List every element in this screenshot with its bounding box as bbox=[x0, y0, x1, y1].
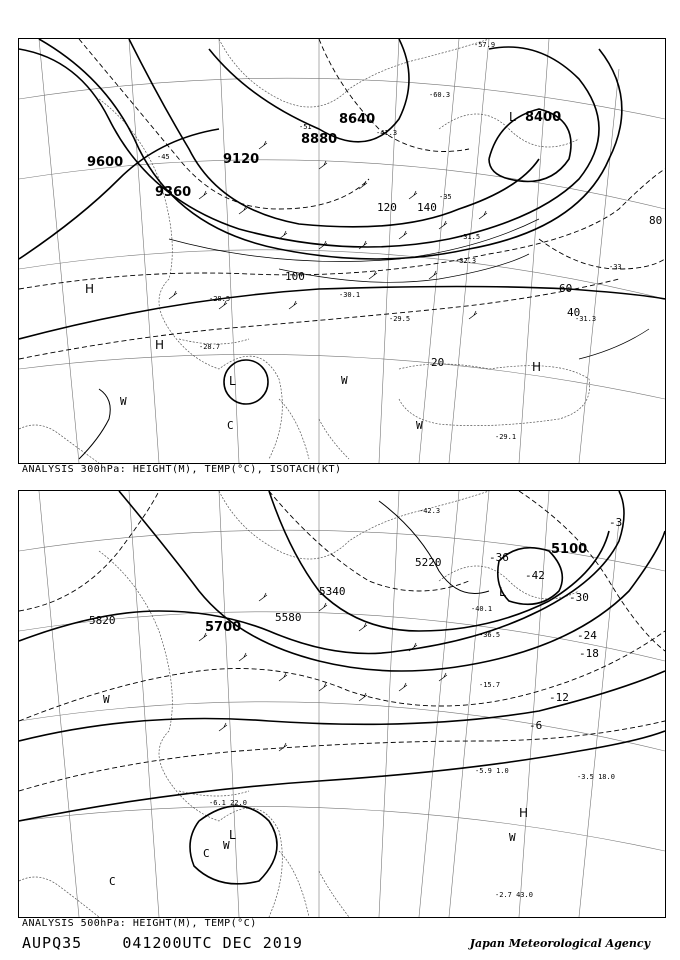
temperature-value: -45 bbox=[157, 153, 170, 161]
high-pressure-center: H bbox=[532, 360, 542, 374]
temperature-value: -28.7 bbox=[199, 343, 221, 351]
low-pressure-center: L bbox=[499, 585, 506, 599]
temperature-value: -30.1 bbox=[339, 291, 361, 299]
temperature-contours bbox=[19, 491, 665, 791]
chart-300hpa bbox=[18, 38, 666, 464]
height-label: 5340 bbox=[319, 585, 346, 598]
temperature-label: -18 bbox=[579, 647, 599, 660]
warm-marker: W bbox=[509, 831, 516, 844]
temperature-value: -51 bbox=[299, 123, 312, 131]
station-value: -15.7 bbox=[479, 681, 501, 689]
temperature-label: -30 bbox=[569, 591, 589, 604]
temperature-value: -31.3 bbox=[575, 315, 597, 323]
isotach-label: 140 bbox=[417, 201, 437, 214]
bulletin-id: AUPQ35 bbox=[22, 934, 83, 952]
bulletin-code bbox=[22, 934, 303, 952]
temperature-value: -31.5 bbox=[459, 233, 481, 241]
isotach-label: 120 bbox=[377, 201, 397, 214]
temperature-value: -32.3 bbox=[455, 257, 477, 265]
caption-300hpa: ANALYSIS 300hPa: HEIGHT(M), TEMP(°C), ISOTACH(KT) bbox=[22, 464, 342, 475]
cold-marker: C bbox=[203, 847, 210, 860]
cold-marker: C bbox=[109, 875, 116, 888]
low-pressure-center: L bbox=[509, 110, 516, 124]
temperature-value: -60.3 bbox=[429, 91, 451, 99]
map-300hpa bbox=[19, 39, 665, 463]
temperature-value: -57.9 bbox=[474, 41, 496, 49]
station-value: -36.5 bbox=[479, 631, 501, 639]
height-label: 5100 bbox=[551, 542, 588, 557]
temperature-label: -42 bbox=[525, 569, 545, 582]
height-label: 8400 bbox=[525, 110, 562, 125]
height-label: 8880 bbox=[301, 132, 338, 147]
station-value: -5.9 1.0 bbox=[475, 767, 509, 775]
height-label: 5700 bbox=[205, 620, 242, 635]
low-pressure-center: L bbox=[229, 374, 236, 388]
height-label: 9120 bbox=[223, 152, 260, 167]
wind-barbs bbox=[169, 141, 487, 319]
cold-marker: C bbox=[227, 419, 234, 432]
temperature-value: -28.5 bbox=[209, 295, 231, 303]
temperature-label: -6 bbox=[529, 719, 543, 732]
height-label: 5220 bbox=[415, 556, 442, 569]
height-label: 5820 bbox=[89, 614, 116, 627]
temperature-value: -35 bbox=[439, 193, 452, 201]
temperature-value: -29.1 bbox=[495, 433, 517, 441]
temperature-label: -24 bbox=[577, 629, 597, 642]
temperature-label: -12 bbox=[549, 691, 569, 704]
isotach-label: 40 bbox=[567, 306, 581, 319]
high-pressure-center: H bbox=[519, 806, 529, 820]
isotach-label: 100 bbox=[285, 270, 305, 283]
station-value: -2.7 43.0 bbox=[495, 891, 533, 899]
temperature-value: -29.5 bbox=[389, 315, 411, 323]
height-contours bbox=[19, 39, 665, 459]
coastline bbox=[19, 39, 590, 463]
station-value: -42.3 bbox=[419, 507, 441, 515]
height-label: 9360 bbox=[155, 185, 192, 200]
agency-name: Japan Meteorological Agency bbox=[469, 937, 650, 950]
high-pressure-center: H bbox=[85, 282, 95, 296]
caption-500hpa: ANALYSIS 500hPa: HEIGHT(M), TEMP(°C) bbox=[22, 918, 257, 929]
station-value: -40.1 bbox=[471, 605, 493, 613]
temperature-value: -41.3 bbox=[376, 129, 398, 137]
station-value: -6.1 22.0 bbox=[209, 799, 247, 807]
warm-marker: W bbox=[223, 839, 230, 852]
temperature-label: -36 bbox=[489, 551, 509, 564]
temperature-label: -3 bbox=[609, 516, 623, 529]
height-label: 9600 bbox=[87, 155, 124, 170]
graticule bbox=[19, 39, 665, 463]
bulletin-datetime: 041200UTC DEC 2019 bbox=[122, 934, 303, 952]
warm-marker: W bbox=[416, 419, 423, 432]
wind-barbs bbox=[199, 593, 447, 751]
chart-500hpa bbox=[18, 490, 666, 918]
station-value: -3.5 18.0 bbox=[577, 773, 615, 781]
height-label: 5580 bbox=[275, 611, 302, 624]
high-pressure-center: H bbox=[155, 338, 165, 352]
isotach-label: 20 bbox=[431, 356, 445, 369]
warm-marker: W bbox=[120, 395, 127, 408]
map-500hpa bbox=[19, 491, 665, 917]
temperature-value: -33 bbox=[609, 263, 622, 271]
isotach-label: 80 bbox=[649, 214, 663, 227]
isotach-label: 60 bbox=[559, 282, 573, 295]
warm-marker: W bbox=[341, 374, 348, 387]
low-pressure-center: L bbox=[229, 828, 236, 842]
warm-marker: W bbox=[103, 693, 110, 706]
height-label: 8640 bbox=[339, 112, 376, 127]
